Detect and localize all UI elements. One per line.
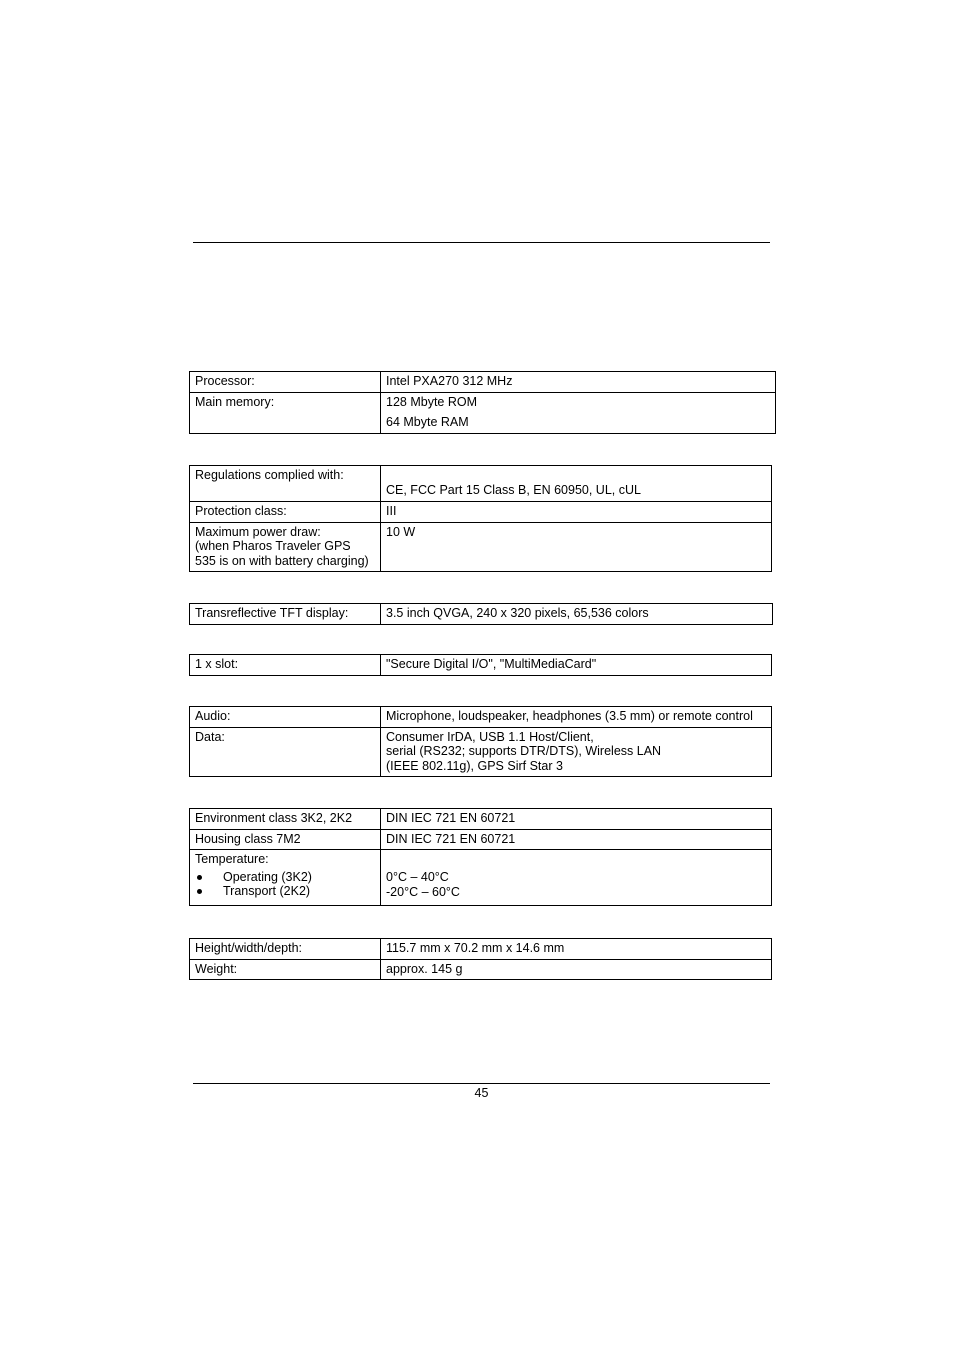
slot-table [189,654,772,676]
bullet-text: Operating (3K2) [223,869,312,884]
spec-value: approx. 145 g [381,959,772,980]
table-row [190,372,776,393]
footer-rule [193,1083,770,1084]
spec-value: Microphone, loudspeaker, headphones (3.5 mm) or remote control [381,707,772,728]
spec-value: "Secure Digital I/O", "MultiMediaCard" [381,655,772,676]
spec-value: DIN IEC 721 EN 60721 [381,829,772,850]
spec-value-line: Consumer IrDA, USB 1.1 Host/Client, [386,729,594,744]
dimensions-table [189,938,772,980]
bullet-text: Transport (2K2) [223,884,311,898]
spec-label: Transreflective TFT display: [190,604,381,625]
spec-label-line: (when Pharos Traveler GPS [195,539,351,553]
spec-label: Weight: [190,959,381,980]
table-row [190,959,772,980]
spec-value-line: serial (RS232; supports DTR/DTS), Wireless LAN [386,744,662,758]
spec-value-line: (IEEE 802.11g), GPS Sirf Star 3 [386,758,563,773]
table-row [190,502,772,523]
spec-label-line: Maximum power draw: [195,524,321,539]
table-row [190,604,773,625]
spec-value-line: 128 Mbyte ROM [386,394,478,409]
bullet-icon [197,875,202,880]
environment-table [189,808,772,906]
spec-value: DIN IEC 721 EN 60721 [381,809,772,830]
spec-label: Environment class 3K2, 2K2 [190,809,381,830]
spec-value: 3.5 inch QVGA, 240 x 320 pixels, 65,536 colors [381,604,773,625]
spec-label: Main memory: [190,392,381,433]
spec-label: Processor: [190,372,381,393]
table-row [190,655,772,676]
table-row [190,850,772,906]
table-row [190,829,772,850]
bullet-icon [197,889,202,894]
spec-label [190,850,381,906]
spec-value-line: 0°C – 40°C [386,870,449,884]
spec-label: Protection class: [190,502,381,523]
display-table [189,603,773,625]
table-row [190,466,772,502]
spec-label [190,522,381,572]
spec-value-line: 64 Mbyte RAM [386,415,469,429]
table-row [190,939,772,960]
spec-value [381,392,776,433]
spec-value-line: CE, FCC Part 15 Class B, EN 60950, UL, cUL [386,483,641,497]
spec-value [381,727,772,777]
spec-label: Height/width/depth: [190,939,381,960]
table-row [190,522,772,572]
spec-label-line: 535 is on with battery charging) [195,553,369,568]
table-row [190,727,772,777]
spec-value [381,466,772,502]
spec-value: 115.7 mm x 70.2 mm x 14.6 mm [381,939,772,960]
interfaces-table [189,706,772,777]
spec-value: 10 W [381,522,772,572]
spec-label: Housing class 7M2 [190,829,381,850]
spec-value [381,850,772,906]
spec-label-line: Temperature: [195,852,269,866]
header-rule [193,242,770,243]
table-row [190,809,772,830]
spec-value: Intel PXA270 312 MHz [381,372,776,393]
power-table [189,465,772,572]
spec-label: Regulations complied with: [190,466,381,502]
spec-label: Data: [190,727,381,777]
hardware-table [189,371,776,434]
spec-label: Audio: [190,707,381,728]
spec-value-line: -20°C – 60°C [386,884,460,899]
spec-value: III [381,502,772,523]
table-row [190,392,776,433]
bullet-item [195,884,375,899]
page-number: 45 [474,1086,489,1100]
spec-label: 1 x slot: [190,655,381,676]
table-row [190,707,772,728]
bullet-item [195,870,375,885]
